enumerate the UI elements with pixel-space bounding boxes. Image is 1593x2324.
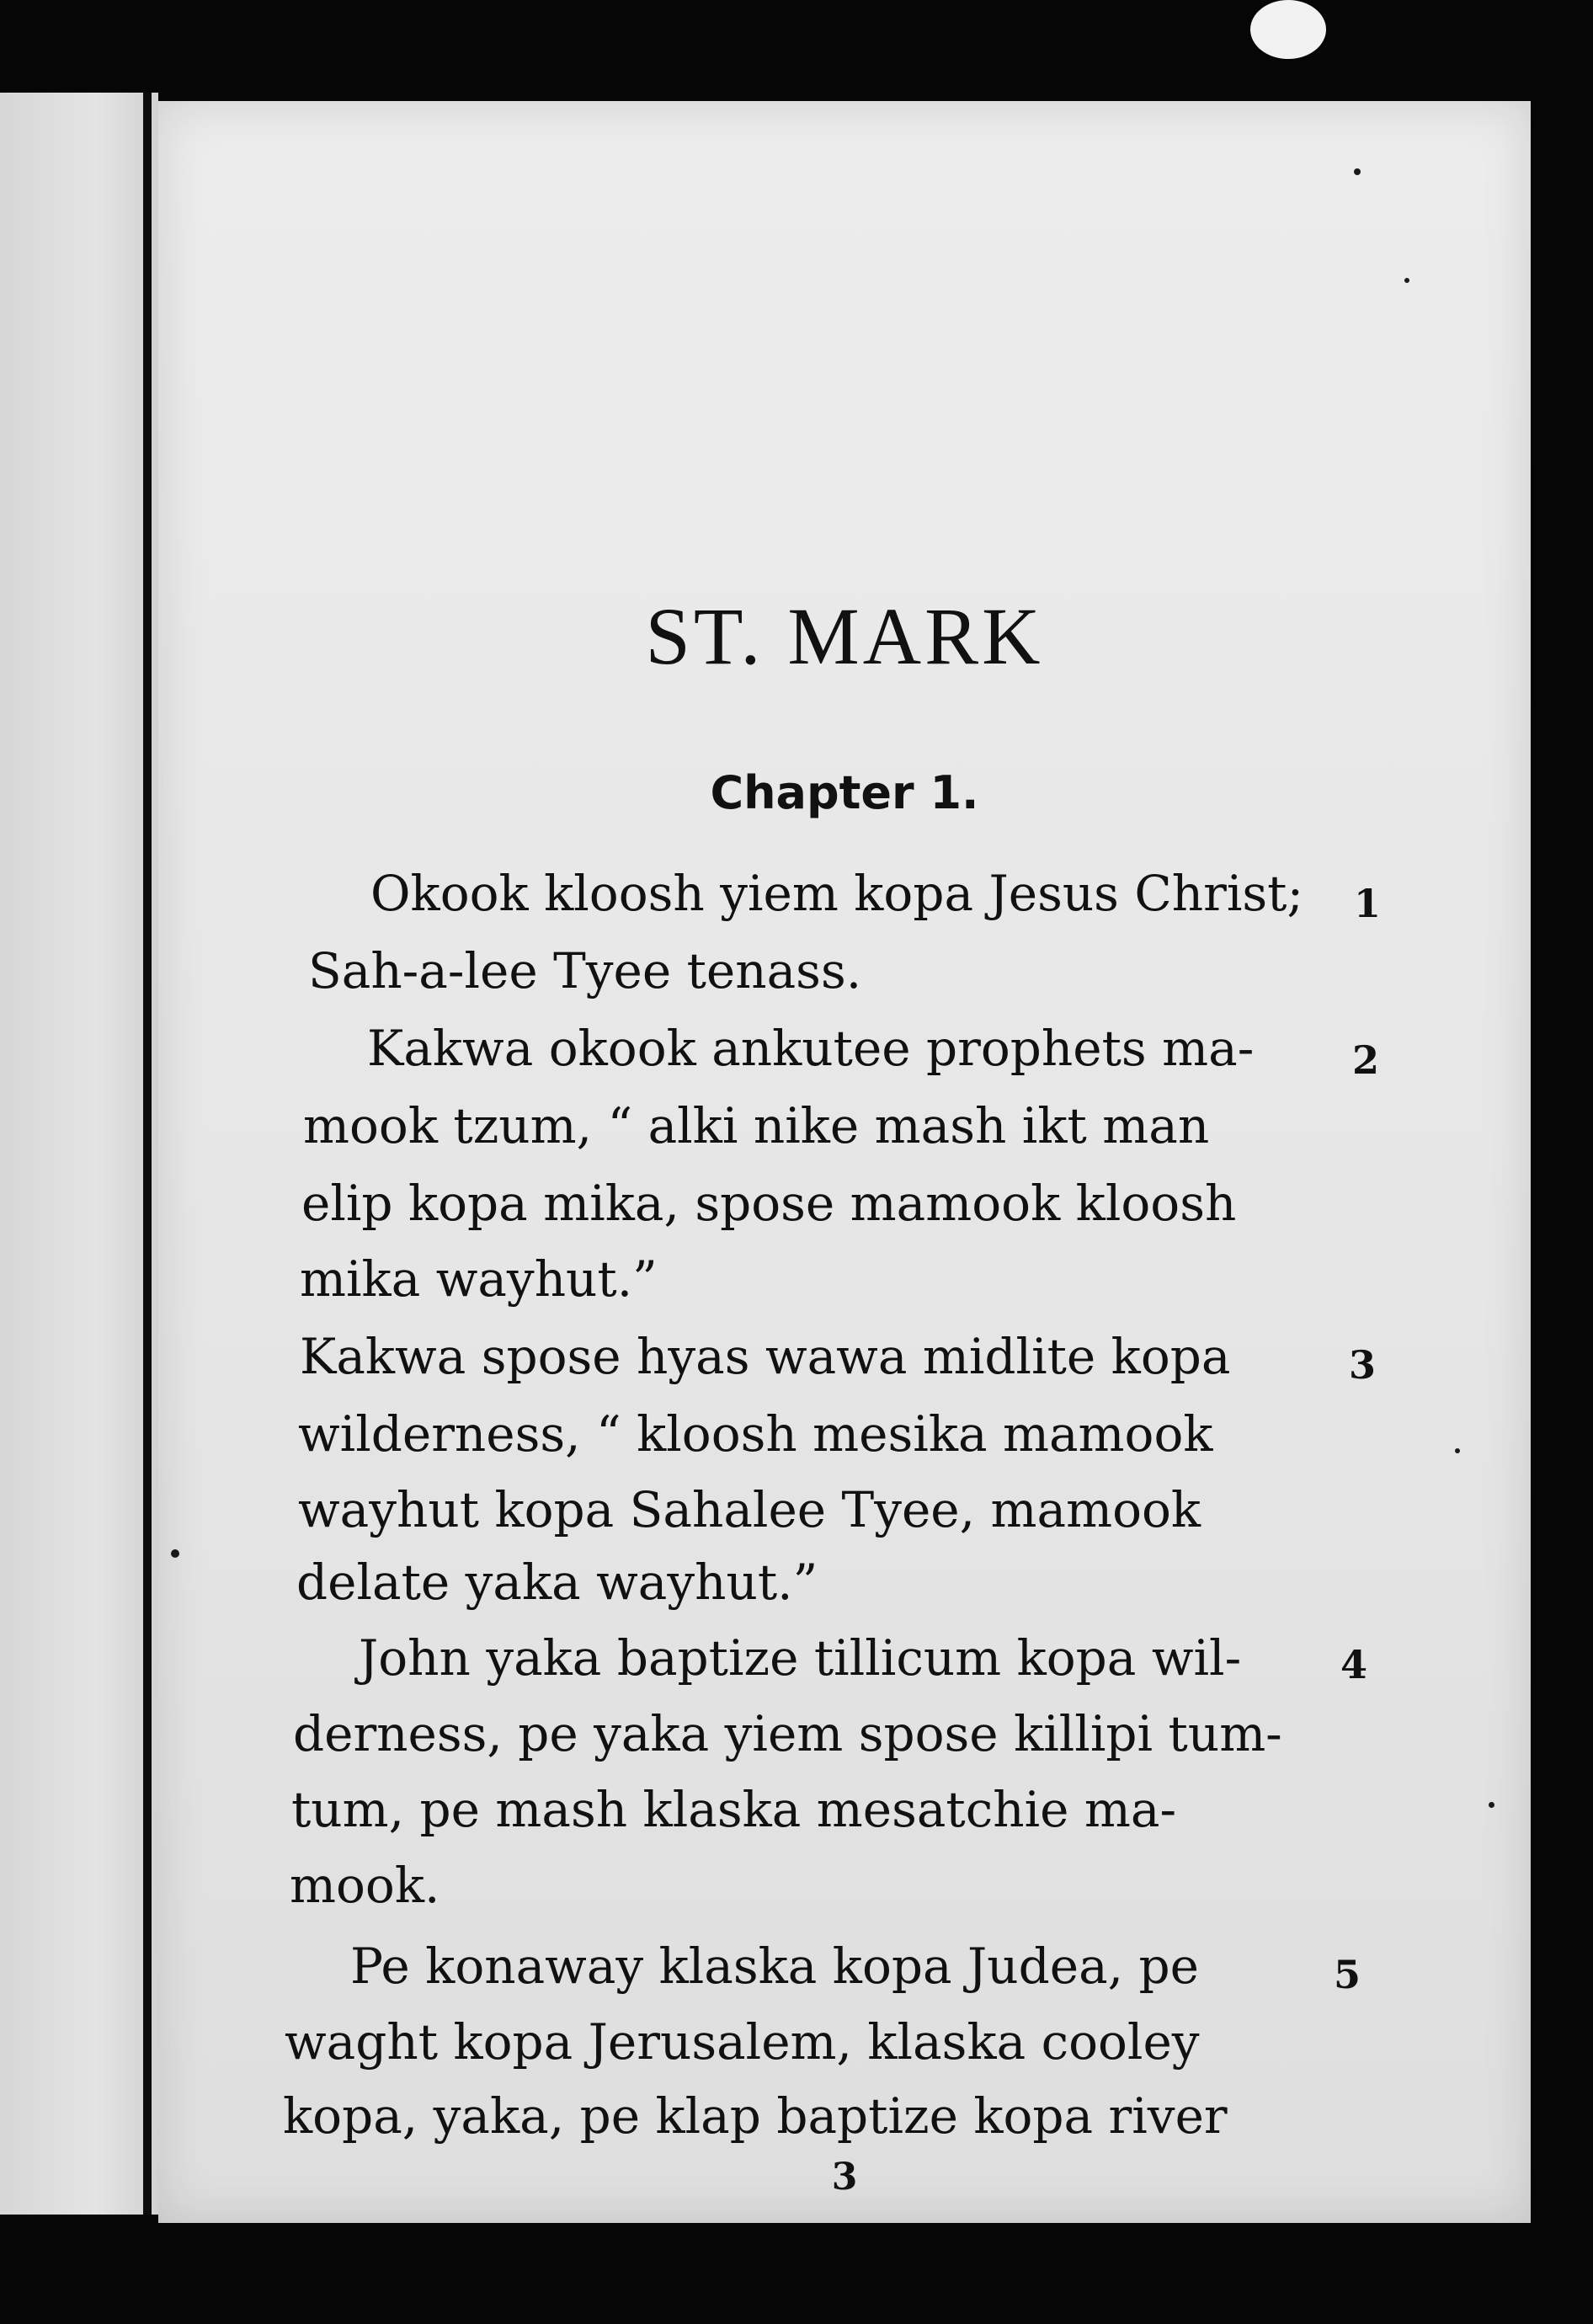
verse-5-line-1: Pe konaway klaska kopa Judea, pe [350,1938,1199,1995]
verse-2-line-4: mika wayhut.” [300,1250,658,1308]
verse-4-line-3: tum, pe mash klaska mesatchie ma- [291,1781,1177,1838]
verse-3-line-4: delate yaka wayhut.” [296,1554,818,1611]
verse-4-line-2: derness, pe yaka yiem spose killipi tum- [293,1705,1282,1762]
scan-speck [1455,1448,1460,1453]
verse-number: 5 [1334,1952,1361,1997]
scan-speck [171,1549,179,1558]
book-title: ST. MARK [645,591,1044,681]
page-number: 3 [831,2156,858,2199]
facing-page-edge [0,93,158,2215]
verse-1-line-2: Sah-a-lee Tyee tenass. [308,942,862,999]
verse-3-line-2: wilderness, “ kloosh mesika mamook [298,1405,1213,1463]
scan-speck [1489,1802,1494,1808]
book-page [158,101,1531,2223]
verse-number: 4 [1340,1642,1368,1687]
verse-number: 1 [1354,881,1382,926]
verse-2-line-2: mook tzum, “ alki nike mash ikt man [303,1097,1210,1154]
verse-3-line-1: Kakwa spose hyas wawa midlite kopa [300,1328,1231,1385]
scan-speck [1354,168,1361,175]
verse-4-line-4: mook. [290,1857,440,1914]
page-gutter-line [143,93,152,2215]
verse-5-line-2: waght kopa Jerusalem, klaska cooley [285,2013,1200,2071]
scan-glare [1250,0,1326,59]
verse-2-line-3: elip kopa mika, spose mamook kloosh [301,1175,1237,1232]
verse-2-line-1: Kakwa okook ankutee prophets ma- [367,1020,1255,1077]
verse-4-line-1: John yaka baptize tillicum kopa wil- [359,1629,1242,1687]
verse-number: 2 [1352,1037,1380,1083]
verse-3-line-3: wayhut kopa Sahalee Tyee, mamook [298,1481,1201,1538]
scan-speck [1404,278,1409,283]
verse-number: 3 [1349,1342,1377,1388]
verse-1-line-1: Okook kloosh yiem kopa Jesus Christ; [370,865,1304,922]
verse-5-line-3: kopa, yaka, pe klap baptize kopa river [283,2087,1228,2145]
chapter-heading: Chapter 1. [710,766,979,819]
